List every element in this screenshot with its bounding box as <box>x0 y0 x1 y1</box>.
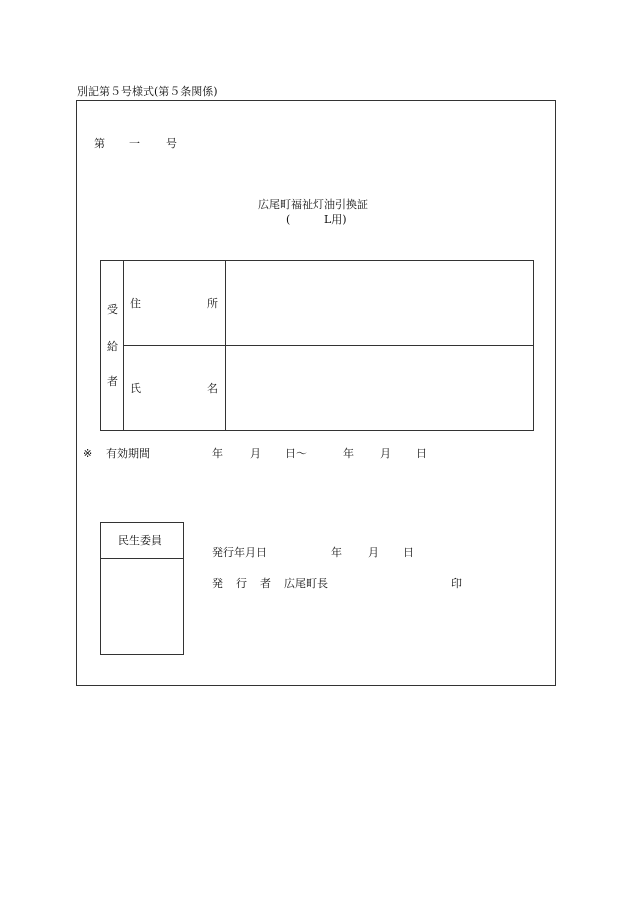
seal-mark: 印 <box>451 577 462 590</box>
volume-unit-label: L用) <box>324 213 347 226</box>
issue-date-label: 発行年月日 <box>212 546 267 559</box>
validity-end-day: 日 <box>416 447 427 460</box>
issue-year: 年 <box>331 546 342 559</box>
number-prefix: 第 <box>94 137 105 150</box>
validity-start-month: 月 <box>250 447 261 460</box>
table-divider <box>123 345 533 346</box>
recipient-side-label: 受 <box>107 303 118 316</box>
commissioner-divider <box>100 558 184 559</box>
issuer-label: 発 <box>212 577 223 590</box>
issuer-label: 者 <box>260 577 271 590</box>
validity-start-day: 日〜 <box>285 447 307 460</box>
address-label: 所 <box>207 297 218 310</box>
issue-day: 日 <box>403 546 414 559</box>
validity-start-year: 年 <box>212 447 223 460</box>
name-label: 氏 <box>130 382 141 395</box>
commissioner-label: 民生委員 <box>118 534 162 547</box>
note-mark: ※ <box>83 447 93 460</box>
validity-end-year: 年 <box>343 447 354 460</box>
recipient-side-label: 者 <box>107 375 118 388</box>
issuer-name: 広尾町長 <box>284 577 328 590</box>
volume-open-paren: ( <box>286 213 291 226</box>
validity-end-month: 月 <box>380 447 391 460</box>
number-suffix: 号 <box>166 137 177 150</box>
form-caption: 別記第５号様式(第５条関係) <box>77 85 218 98</box>
certificate-title: 広尾町福祉灯油引換証 <box>258 198 368 211</box>
address-label: 住 <box>130 297 141 310</box>
number-placeholder: 一 <box>129 137 140 150</box>
name-label: 名 <box>207 382 218 395</box>
recipient-side-label: 給 <box>107 340 118 353</box>
issuer-label: 行 <box>236 577 247 590</box>
validity-label: 有効期間 <box>106 447 150 460</box>
issue-month: 月 <box>368 546 379 559</box>
